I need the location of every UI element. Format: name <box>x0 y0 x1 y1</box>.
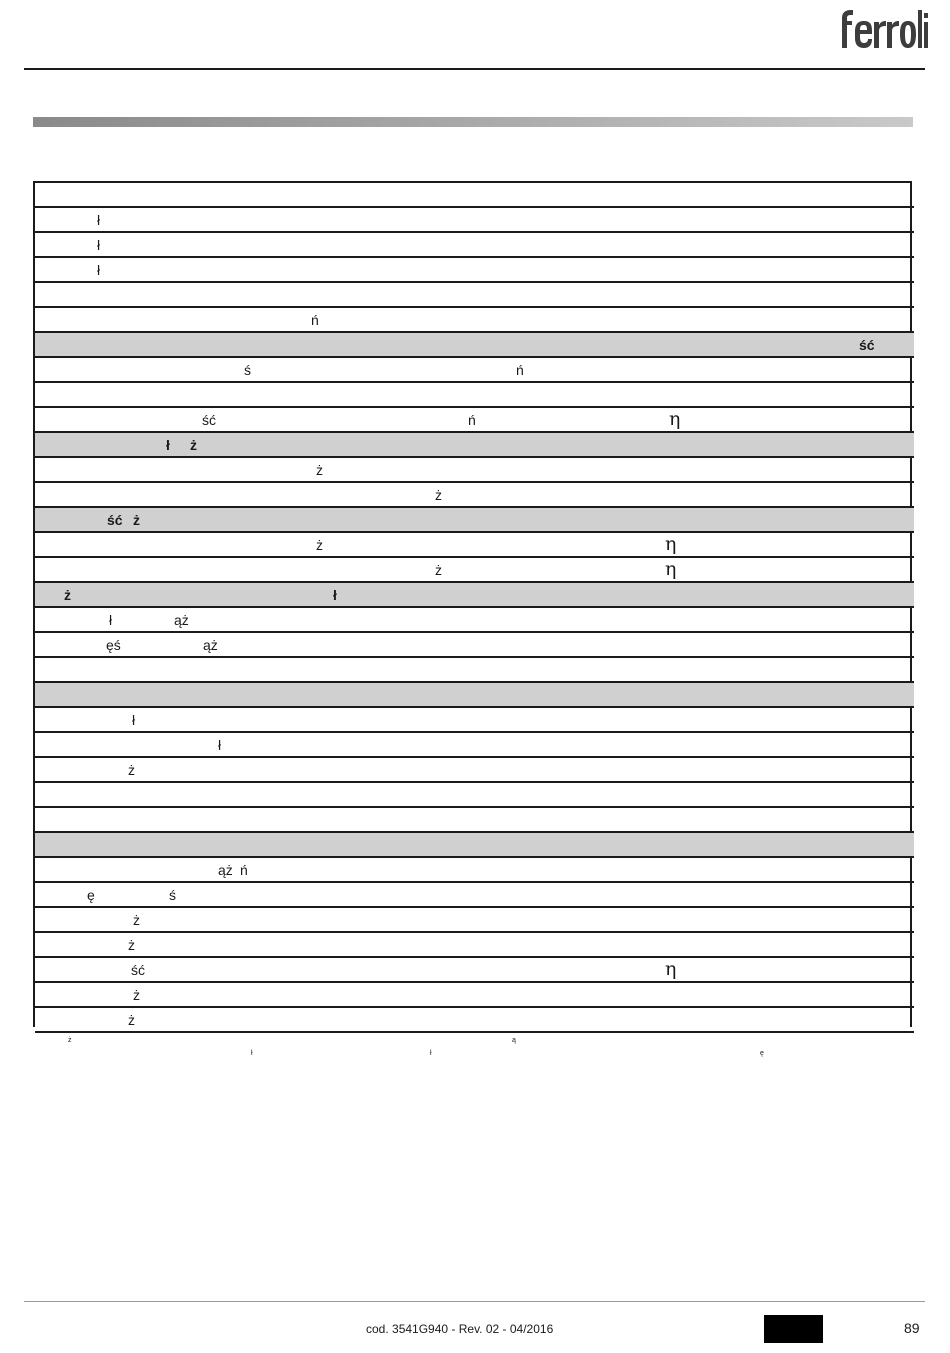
row-label: ść <box>131 962 145 978</box>
table-row <box>35 258 914 283</box>
table-row <box>35 458 914 483</box>
row-label: ś <box>244 362 251 378</box>
table-row <box>35 708 914 733</box>
row-label: ż <box>316 462 323 478</box>
table-row <box>35 183 914 208</box>
technical-data-table <box>33 181 912 1027</box>
row-label: ż <box>128 762 135 778</box>
table-row <box>35 233 914 258</box>
row-label: ęś <box>106 637 121 653</box>
table-row <box>35 1008 914 1033</box>
row-label: ż <box>128 1012 135 1028</box>
section-label: ż <box>133 512 140 528</box>
row-label: ąż <box>218 862 233 878</box>
table-row <box>35 783 914 808</box>
row-value: ąż <box>174 612 189 628</box>
table-row <box>35 633 914 658</box>
section-header-row <box>35 508 914 533</box>
table-row <box>35 208 914 233</box>
footnote: ę <box>760 1050 764 1057</box>
row-label: ż <box>435 562 442 578</box>
row-label: ż <box>128 937 135 953</box>
efficiency-symbol: η <box>665 958 677 980</box>
section-label: ł <box>166 437 170 453</box>
row-label: ż <box>133 987 140 1003</box>
table-row <box>35 958 914 983</box>
footnote: ł <box>251 1050 253 1057</box>
section-header-row <box>35 583 914 608</box>
table-row <box>35 533 914 558</box>
table-row <box>35 808 914 833</box>
efficiency-symbol: η <box>665 558 677 580</box>
table-row <box>35 908 914 933</box>
row-value: ń <box>516 362 524 378</box>
page-number: 89 <box>904 1320 920 1336</box>
row-label: ł <box>218 737 222 753</box>
row-label: ę <box>87 887 95 903</box>
table-row <box>35 933 914 958</box>
table-row <box>35 283 914 308</box>
row-label: ł <box>97 237 101 253</box>
section-header-row <box>35 433 914 458</box>
footnote: ł <box>430 1050 432 1057</box>
row-value: ń <box>468 412 476 428</box>
table-row <box>35 308 914 333</box>
table-row <box>35 883 914 908</box>
row-label: ż <box>435 487 442 503</box>
footnote: ż <box>68 1037 72 1044</box>
efficiency-symbol: η <box>669 408 681 430</box>
document-code: cod. 3541G940 - Rev. 02 - 04/2016 <box>366 1322 554 1336</box>
ferroli-logo <box>836 4 928 50</box>
row-label: ł <box>109 612 113 628</box>
efficiency-symbol: η <box>665 533 677 555</box>
section-header-row <box>35 333 914 358</box>
table-row <box>35 383 914 408</box>
table-row <box>35 858 914 883</box>
footer-rule <box>24 1301 925 1302</box>
table-row <box>35 483 914 508</box>
row-label: ł <box>97 262 101 278</box>
row-label: ż <box>316 537 323 553</box>
table-row <box>35 983 914 1008</box>
table-row <box>35 558 914 583</box>
row-label: ść <box>202 412 216 428</box>
table-row <box>35 758 914 783</box>
row-label: ł <box>97 212 101 228</box>
section-header-row <box>35 833 914 858</box>
footnote: ą <box>512 1037 516 1044</box>
section-label: ł <box>333 587 337 603</box>
row-label: ń <box>311 312 319 328</box>
language-tab-box <box>764 1315 823 1343</box>
section-label: ż <box>64 587 71 603</box>
table-row <box>35 658 914 683</box>
section-banner <box>33 117 913 127</box>
section-label: ść <box>107 512 123 528</box>
section-label: ść <box>859 337 875 353</box>
row-value: ś <box>169 887 176 903</box>
table-row <box>35 608 914 633</box>
header-rule <box>24 68 925 70</box>
section-header-row <box>35 683 914 708</box>
row-label: ż <box>133 912 140 928</box>
row-label: ł <box>132 712 136 728</box>
row-value: ąż <box>203 637 218 653</box>
section-label: ż <box>190 437 197 453</box>
table-row <box>35 358 914 383</box>
row-value: ń <box>240 862 248 878</box>
table-row <box>35 733 914 758</box>
table-row <box>35 408 914 433</box>
